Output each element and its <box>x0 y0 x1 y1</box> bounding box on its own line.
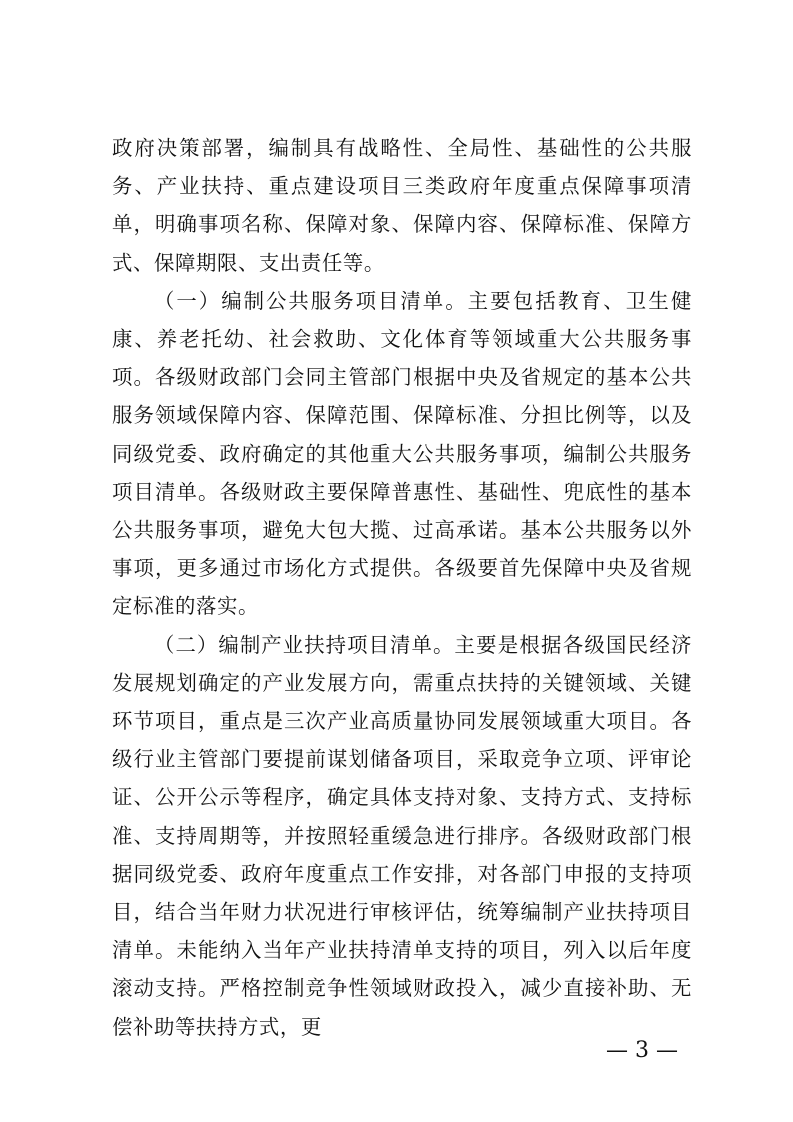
paragraph-text: 主要包括教育、卫生健康、养老托幼、社会救助、文化体育等领域重大公共服务事项。各级财政部门会同主管部门根据中央及省规定的基本公共服务领域保障内容、保障范围、保障标准、分担比例等，以及同级党委、政府确定的其他重大公共服务事项，编制公共服务项目清单。各级财政主要保障普惠性、基础性、兜底性的基本公共服务事项，避免大包大揽、过高承诺。基本公共服务以外事项，更多通过市场化方式提供。各级要首先保障中央及省规定标准的落实。 <box>112 288 692 619</box>
paragraph-public-services <box>112 282 692 626</box>
paragraph-text: 主要是根据各级国民经济发展规划确定的产业发展方向，需重点扶持的关键领域、关键环节项目，重点是三次产业高质量协同发展领域重大项目。各级行业主管部门要提前谋划储备项目，采取竞争立项、评审论证、公开公示等程序，确定具体支持对象、支持方式、支持标准、支持周期等，并按照轻重缓急进行排序。各级财政部门根据同级党委、政府年度重点工作安排，对各部门申报的支持项目，结合当年财力状况进行审核评估，统筹编制产业扶持项目清单。未能纳入当年产业扶持清单支持的项目，列入以后年度滚动支持。严格控制竞争性领域财政投入，减少直接补助、无偿补助等扶持方式，更 <box>112 632 692 1039</box>
paragraph-text: 政府决策部署，编制具有战略性、全局性、基础性的公共服务、产业扶持、重点建设项目三类政府年度重点保障事项清单，明确事项名称、保障对象、保障内容、保障标准、保障方式、保障期限、支出责任等。 <box>112 136 692 275</box>
page-number: — 3 — <box>606 1038 678 1063</box>
paragraph-continuation <box>112 129 692 282</box>
section-heading-public-services: （一）编制公共服务项目清单。 <box>154 288 468 313</box>
paragraph-industry-support <box>112 626 692 1046</box>
section-heading-industry-support: （二）编制产业扶持项目清单。 <box>154 632 455 657</box>
body-text <box>112 129 692 1046</box>
